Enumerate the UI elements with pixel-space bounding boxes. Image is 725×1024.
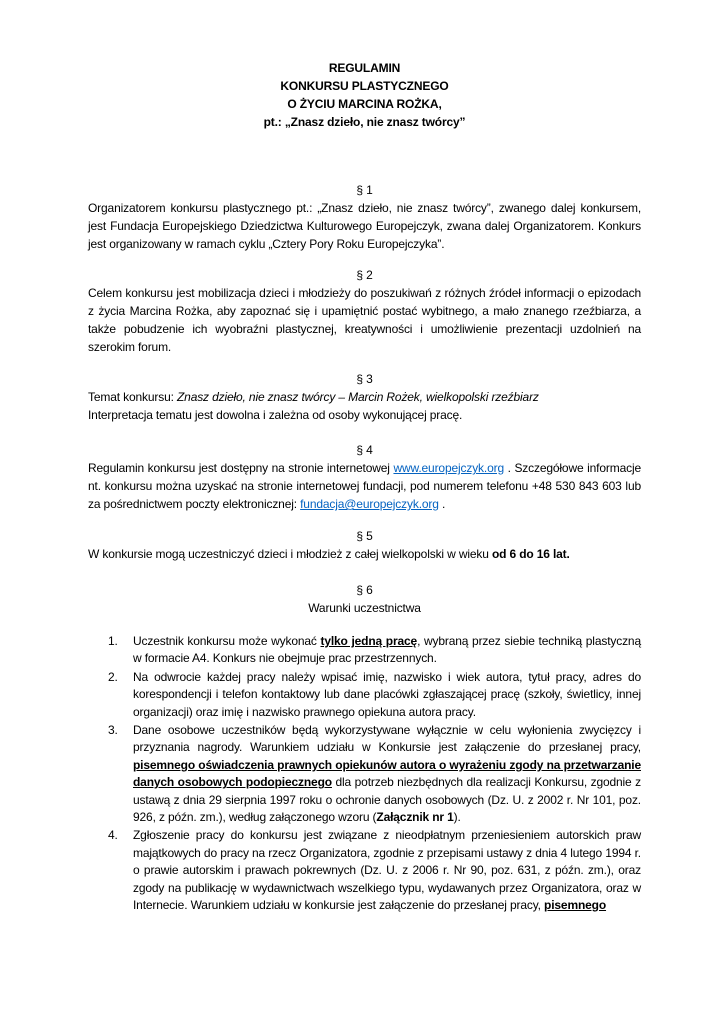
attachment-ref: Załącznik nr 1 xyxy=(376,810,454,825)
theme-title: Znasz dzieło, nie znasz twórcy – Marcin Rożek, wielkopolski rzeźbiarz xyxy=(176,390,539,404)
section-3 xyxy=(88,370,641,424)
section-5 xyxy=(88,527,641,563)
text: dla potrzeb niezbędnych dla realizacji Konkursu, zgodnie z ustawą z dnia 29 sierpnia 1997 roku o ochronie danych osobowych (Dz. U. z 2002 r. Nr 101, poz. 926, z późn. zm.), według załączonego wzoru ( xyxy=(133,775,641,825)
section-heading: § 5 xyxy=(356,529,373,543)
text: Uczestnik konkursu może wykonać xyxy=(133,634,321,648)
text: . xyxy=(438,497,446,511)
section-4 xyxy=(88,441,641,513)
section-heading: § 1 xyxy=(356,183,373,197)
section-2 xyxy=(88,266,641,356)
text: ). xyxy=(453,810,461,825)
website-link[interactable]: www.europejczyk.org xyxy=(393,461,504,475)
section-heading: § 6 xyxy=(356,583,373,597)
section-text xyxy=(88,459,641,513)
text: Na odwrocie każdej pracy należy wpisać imię, nazwisko i wiek autora, tytuł pracy, adres do korespondencji i telefon kontaktowy lub dane placówki zgłaszającej pracę (szkoły, świetlicy, innej organizacji) oraz imię i nazwisko prawnego opiekuna autora pracy. xyxy=(133,669,641,719)
list-item xyxy=(88,669,641,721)
section-heading: § 4 xyxy=(356,443,373,457)
conditions-list xyxy=(88,633,641,915)
item-number: 3. xyxy=(108,723,118,738)
section-6 xyxy=(88,581,641,916)
section-text xyxy=(88,545,641,563)
text: . Szczegółowe informacje nt. konkursu można uzyskać na stronie internetowej fundacji, pod numerem telefonu +48 530 843 603 lub za pośrednictwem poczty elektronicznej: xyxy=(88,461,641,511)
section-text xyxy=(88,388,641,406)
emphasis: tylko jedną pracę xyxy=(320,634,418,648)
item-number: 1. xyxy=(108,634,118,648)
section-heading: § 2 xyxy=(356,268,373,282)
document-title xyxy=(88,59,641,131)
text: Regulamin konkursu jest dostępny na stronie internetowej xyxy=(88,461,394,475)
section-heading: § 3 xyxy=(356,372,373,386)
title-line: O ŻYCIU MARCINA ROŻKA, xyxy=(287,97,442,111)
title-line: REGULAMIN xyxy=(328,61,401,75)
item-number: 2. xyxy=(108,669,118,684)
list-item xyxy=(88,827,641,914)
section-text: Interpretacja tematu jest dowolna i zależna od osoby wykonującej pracę. xyxy=(88,408,463,422)
section-text: Organizatorem konkursu plastycznego pt.: „Znasz dzieło, nie znasz twórcy”, zwanego dalej konkursem, jest Fundacja Europejskiego Dziedzictwa Kulturowego Europejczyk, zwana dalej Organizatorem. Konkurs jest organizowany w ramach cyklu „Cztery Pory Roku Europejczyka”. xyxy=(88,201,641,251)
title-line: pt.: „Znasz dzieło, nie znasz twórcy” xyxy=(263,115,466,129)
section-text: Celem konkursu jest mobilizacja dzieci i młodzieży do poszukiwań z różnych źródeł informacji o epizodach z życia Marcina Rożka, aby zapoznać się i upamiętnić postać wybitnego, a mało znanego rzeźbiarza, a także pobudzenie ich wyobraźni plastycznej, kreatywności i umożliwienie prezentacji uzdolnień na szerokim forum. xyxy=(88,286,641,354)
text: Zgłoszenie pracy do konkursu jest związane z nieodpłatnym przeniesieniem autorskich praw majątkowych do pracy na rzecz Organizatora, zgodnie z przepisami ustawy z dnia 4 lutego 1994 r. o prawie autorskim i prawach pokrewnych (Dz. U. z 2006 r. Nr 90, poz. 631, z późn. zm.), oraz zgody na publikację w wydawnictwach wszelkiego typu, wydawanych przez Organizatora, oraz w Internecie. Warunkiem udziału w konkursie jest załączenie do przesłanej pracy, xyxy=(133,828,641,913)
age-range: od 6 do 16 lat. xyxy=(491,547,570,561)
theme-label: Temat konkursu: xyxy=(88,390,177,404)
item-number: 4. xyxy=(108,828,118,843)
emphasis: pisemnego oświadczenia prawnych opiekunów autora o wyrażeniu zgody na przetwarzanie danych osobowych podopiecznego xyxy=(133,757,641,790)
text: Dane osobowe uczestników będą wykorzystywane wyłącznie w celu wyłonienia zwycięzcy i przyznania nagrody. Warunkiem udziału w Konkursie jest załączenie do przesłanej pracy, xyxy=(133,723,641,755)
list-item xyxy=(88,722,641,826)
text: W konkursie mogą uczestniczyć dzieci i młodzież z całej wielkopolski w wieku xyxy=(88,547,492,561)
section-subtitle: Warunki uczestnictwa xyxy=(308,601,421,615)
text: , wybraną przez siebie techniką plastyczną w formacie A4. Konkurs nie obejmuje prac przestrzennych. xyxy=(133,634,641,666)
section-1 xyxy=(88,181,641,253)
email-link[interactable]: fundacja@europejczyk.org xyxy=(300,497,439,511)
list-item xyxy=(88,633,641,668)
emphasis: pisemnego xyxy=(544,898,607,913)
title-line: KONKURSU PLASTYCZNEGO xyxy=(280,79,449,93)
